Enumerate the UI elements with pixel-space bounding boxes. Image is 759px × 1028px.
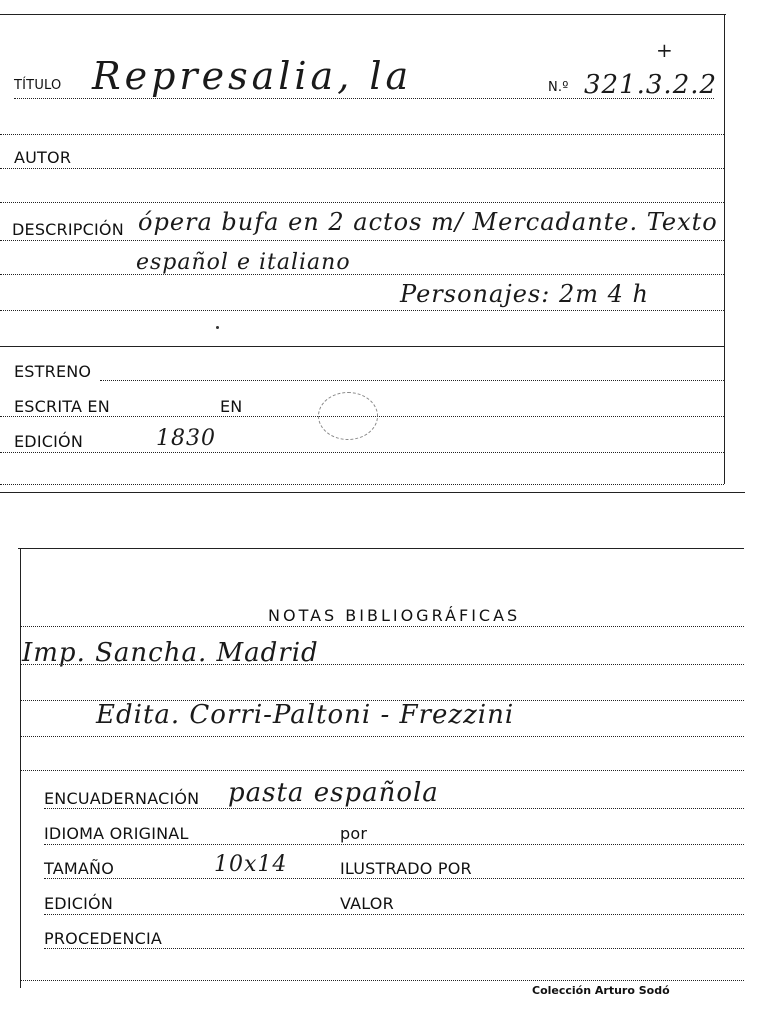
titulo-label: TÍTULO <box>14 78 62 93</box>
tamano-value: 10x14 <box>214 852 288 877</box>
estreno-rule <box>100 380 724 381</box>
tamano-label: TAMAÑO <box>44 859 114 878</box>
valor-label: VALOR <box>340 894 394 913</box>
idioma-label: IDIOMA ORIGINAL <box>44 824 189 843</box>
edicion-rule <box>0 452 724 453</box>
notas-rule-2 <box>20 664 744 665</box>
card-right-border <box>724 14 725 484</box>
titulo-value: Represalia, la <box>92 54 413 98</box>
ink-dot <box>216 326 219 329</box>
card-top-border <box>18 548 744 549</box>
procedencia-rule <box>44 948 744 949</box>
card-top-border <box>0 14 726 15</box>
descripcion-line2: español e italiano <box>136 250 351 275</box>
edicion-label: EDICIÓN <box>14 432 84 451</box>
autor-rule <box>0 168 724 169</box>
descripcion-label: DESCRIPCIÓN <box>12 220 124 239</box>
faded-stamp <box>318 392 378 440</box>
note-line1: Imp. Sancha. Madrid <box>22 638 319 668</box>
encuadernacion-label: ENCUADERNACIÓN <box>44 789 200 808</box>
note-line2: Edita. Corri-Paltoni - Frezzini <box>96 700 515 730</box>
procedencia-label: PROCEDENCIA <box>44 929 163 948</box>
rule-2 <box>0 134 724 135</box>
catalog-card-top <box>0 0 759 494</box>
rule-4 <box>0 202 724 203</box>
descripcion-rule-1 <box>0 240 724 241</box>
personajes: Personajes: 2m 4 h <box>400 280 649 308</box>
notas-rule-4 <box>20 736 744 737</box>
descripcion-rule-3 <box>0 310 724 311</box>
corner-mark: + <box>656 38 674 62</box>
card-bottom-rule <box>20 980 744 981</box>
descripcion-line1: ópera bufa en 2 actos m/ Mercadante. Texto <box>138 208 718 236</box>
edicion-rule <box>44 914 744 915</box>
ilustrado-label: ILUSTRADO POR <box>340 859 472 878</box>
notas-rule-3 <box>20 700 744 701</box>
edicion-value: 1830 <box>156 426 216 451</box>
por-label: por <box>340 824 368 843</box>
card-divider <box>0 492 745 493</box>
edicion-label: EDICIÓN <box>44 894 114 913</box>
notas-rule-1 <box>20 626 744 627</box>
notas-rule-5 <box>20 770 744 771</box>
estreno-label: ESTRENO <box>14 362 92 381</box>
rule-separator <box>0 346 724 347</box>
encuadernacion-value: pasta española <box>228 778 439 808</box>
encuadernacion-rule <box>44 808 744 809</box>
autor-label: AUTOR <box>14 148 72 167</box>
card-bottom-rule <box>0 484 724 485</box>
en-label: EN <box>220 397 243 416</box>
tamano-rule <box>44 878 744 879</box>
escrita-en-label: ESCRITA EN <box>14 397 110 416</box>
notas-heading: NOTAS BIBLIOGRÁFICAS <box>268 606 521 625</box>
descripcion-rule-2 <box>0 274 724 275</box>
titulo-rule <box>14 98 714 99</box>
coleccion-note: Colección Arturo Sodó <box>532 984 670 997</box>
card-left-border <box>20 548 21 988</box>
catalog-card-bottom <box>0 540 759 1028</box>
numero-label: N.º <box>548 80 569 95</box>
idioma-rule <box>44 844 744 845</box>
numero-value: 321.3.2.2 <box>584 70 718 100</box>
